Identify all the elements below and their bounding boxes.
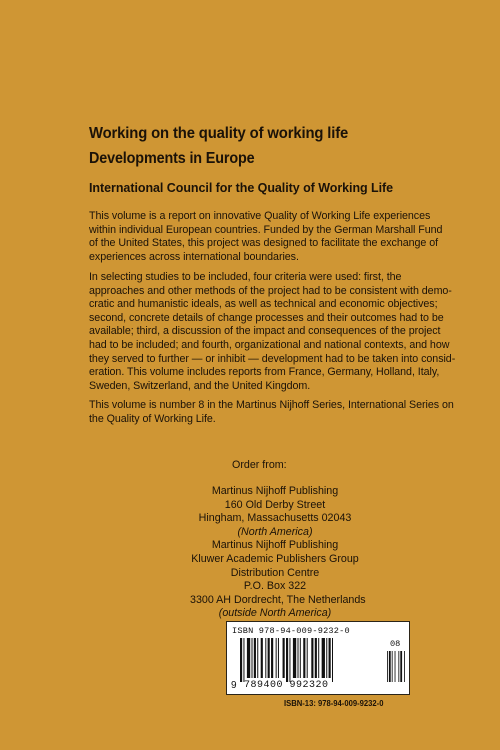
description-line: within individual European countries. Funded by the German Marshall Fund (89, 223, 443, 236)
barcode-guard-bar (332, 638, 333, 682)
barcode-guard-bar (286, 638, 288, 682)
book-title: Working on the quality of working life (89, 125, 349, 142)
barcode-bar (271, 638, 273, 678)
barcode-bar (247, 638, 250, 678)
barcode-addon-bar (398, 651, 399, 682)
region-note: (outside North America) (218, 607, 332, 620)
description-line: eration. This volume includes reports from France, Germany, Holland, Italy, (89, 366, 440, 379)
barcode-bar (268, 638, 270, 678)
publisher-address-block (190, 485, 366, 621)
barcode-addon-digits: 08 (390, 639, 401, 649)
description-line: had to be included; and fourth, organizational and national contexts, and how (89, 338, 450, 351)
description-paragraph-2 (89, 271, 456, 393)
description-line: experiences across international boundaries. (89, 250, 299, 263)
barcode-bar (318, 638, 319, 678)
description-line: they served to further — or inhibit — development had to be taken into consid- (89, 352, 456, 365)
description-line: the Quality of Working Life. (89, 412, 216, 425)
barcode-guard-bar (243, 638, 244, 682)
barcode-addon-bar (392, 651, 393, 682)
barcode-addon-bar (387, 651, 388, 682)
barcode-guard-bar (240, 638, 242, 682)
address-line: 3300 AH Dordrecht, The Netherlands (190, 593, 366, 606)
barcode-bar (298, 638, 299, 678)
barcode-digits: 789400 992320 (244, 680, 329, 691)
barcode-bar (283, 638, 285, 678)
address-line: 160 Old Derby Street (224, 498, 326, 511)
barcode-bar (329, 638, 331, 678)
barcode-isbn-text: ISBN 978-94-009-9232-0 (232, 626, 350, 636)
description-line: of the United States, this project was designed to facilitate the exchange of (89, 237, 439, 250)
address-line: Kluwer Academic Publishers Group (191, 552, 359, 565)
description-line: This volume is a report on innovative Quality of Working Life experiences (89, 210, 431, 222)
barcode-bar (254, 638, 256, 678)
book-subtitle: Developments in Europe (89, 150, 255, 167)
address-line: P.O. Box 322 (243, 580, 307, 593)
order-from-label: Order from: (232, 459, 287, 471)
barcode-addon-bar (404, 651, 405, 682)
barcode-bar (278, 638, 279, 678)
description-paragraph-3 (89, 399, 454, 426)
barcode-addon-bar (389, 651, 391, 682)
barcode-bar (315, 638, 317, 678)
description-line: Sweden, Switzerland, and the United Kingdom. (89, 379, 311, 392)
barcode-bar (276, 638, 277, 678)
barcode-bar (257, 638, 258, 678)
description-line: available; third, a discussion of the impact and consequences of the project (89, 325, 441, 338)
barcode-bar (322, 638, 325, 678)
barcode-first-digit: 9 (231, 680, 237, 691)
barcode-bar (300, 638, 301, 678)
description-line: This volume is number 8 in the Martinus Nijhoff Series, International Series on (89, 399, 454, 411)
barcode-addon-bar (400, 651, 402, 682)
address-line: Martinus Nijhoff Publishing (211, 485, 339, 497)
barcode-bar (265, 638, 266, 678)
description-paragraph-1 (89, 210, 443, 264)
address-line: Martinus Nijhoff Publishing (211, 539, 339, 552)
author-organization: International Council for the Quality of Working Life (89, 181, 394, 195)
isbn-13-label: ISBN-13: 978-94-009-9232-0 (284, 698, 384, 708)
description-line: approaches and other methods of the project had to be consistent with demo- (89, 284, 452, 297)
barcode-bar (303, 638, 305, 678)
barcode-guard-bar (289, 638, 290, 682)
region-note: (North America) (237, 525, 313, 538)
description-line: In selecting studies to be included, four criteria were used: first, the (89, 271, 402, 283)
address-line: Distribution Centre (230, 566, 320, 579)
description-line: cratic and humanistic ideals, as well as technical and economic objectives; (89, 298, 438, 311)
address-line: Hingham, Massachusetts 02043 (198, 512, 352, 525)
barcode-bar (307, 638, 308, 678)
isbn-barcode (226, 621, 410, 695)
description-line: second, concrete details of change processes and their outcomes had to be (89, 311, 444, 324)
barcode-bar (311, 638, 313, 678)
barcode-bar (261, 638, 263, 678)
barcode-bar (293, 638, 296, 678)
barcode-bar (252, 638, 253, 678)
barcode-addon-bar (395, 651, 396, 682)
barcode-bar (326, 638, 327, 678)
